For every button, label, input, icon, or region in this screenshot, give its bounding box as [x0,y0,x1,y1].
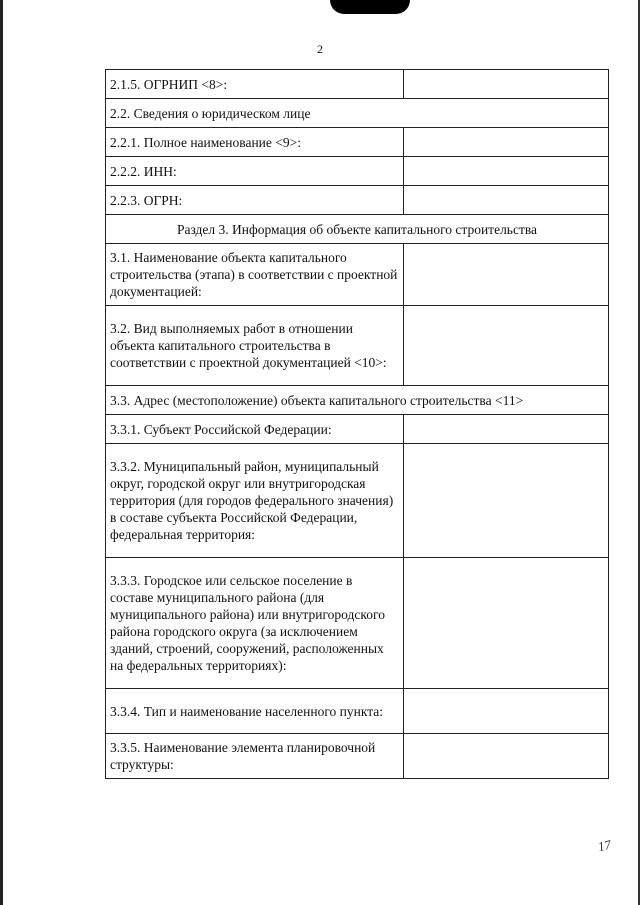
field-label-ogrnip: 2.1.5. ОГРНИП <8>: [106,70,404,99]
table-row [106,157,609,186]
field-label-work-type: 3.2. Вид выполняемых работ в отношении объекта капитального строительства в соответствии с проектной документацией <10>: [106,306,404,386]
field-value-inn[interactable] [404,157,609,186]
field-label-full-name: 2.2.1. Полное наименование <9>: [106,128,404,157]
field-label-inn: 2.2.2. ИНН: [106,157,404,186]
table-row [106,186,609,215]
field-label-municipal-district: 3.3.2. Муниципальный район, муниципальный округ, городской округ или внутригородская территория (для городов федерального значения) в составе субъекта Российской Федерации, федеральная территория: [106,444,404,558]
field-value-ogrn[interactable] [404,186,609,215]
table-row [106,415,609,444]
field-value-planning-element[interactable] [404,734,609,779]
table-row [106,70,609,99]
field-value-settlement[interactable] [404,558,609,689]
field-label-object-name: 3.1. Наименование объекта капитального строительства (этапа) в соответствии с проектной документацией: [106,244,404,306]
table-row [106,444,609,558]
field-value-object-name[interactable] [404,244,609,306]
table-row [106,128,609,157]
field-label-settlement: 3.3.3. Городское или сельское поселение в составе муниципального района (для муниципального района) или внутригородского района городского округа (за исключением зданий, строений, сооружений, расположенных на федеральных территориях): [106,558,404,689]
table-row [106,734,609,779]
field-value-subject[interactable] [404,415,609,444]
form-table [105,69,609,779]
scan-artifact [330,0,410,14]
field-value-ogrnip[interactable] [404,70,609,99]
table-row [106,215,609,244]
field-value-locality[interactable] [404,689,609,734]
field-label-planning-element: 3.3.5. Наименование элемента планировочной структуры: [106,734,404,779]
section-header: Раздел 3. Информация об объекте капитального строительства [106,215,609,244]
scan-edge-left [0,0,3,905]
field-label-locality: 3.3.4. Тип и наименование населенного пункта: [106,689,404,734]
table-row [106,689,609,734]
table-row [106,99,609,128]
subheader-legal-entity: 2.2. Сведения о юридическом лице [106,99,609,128]
table-row [106,306,609,386]
field-value-municipal-district[interactable] [404,444,609,558]
field-label-ogrn: 2.2.3. ОГРН: [106,186,404,215]
page-number: 2 [317,42,323,56]
table-row [106,558,609,689]
subheader-address: 3.3. Адрес (местоположение) объекта капитального строительства <11> [106,386,609,415]
handwritten-mark: 17 [596,836,613,855]
table-row [106,386,609,415]
field-value-work-type[interactable] [404,306,609,386]
field-label-subject: 3.3.1. Субъект Российской Федерации: [106,415,404,444]
field-value-full-name[interactable] [404,128,609,157]
table-row [106,244,609,306]
